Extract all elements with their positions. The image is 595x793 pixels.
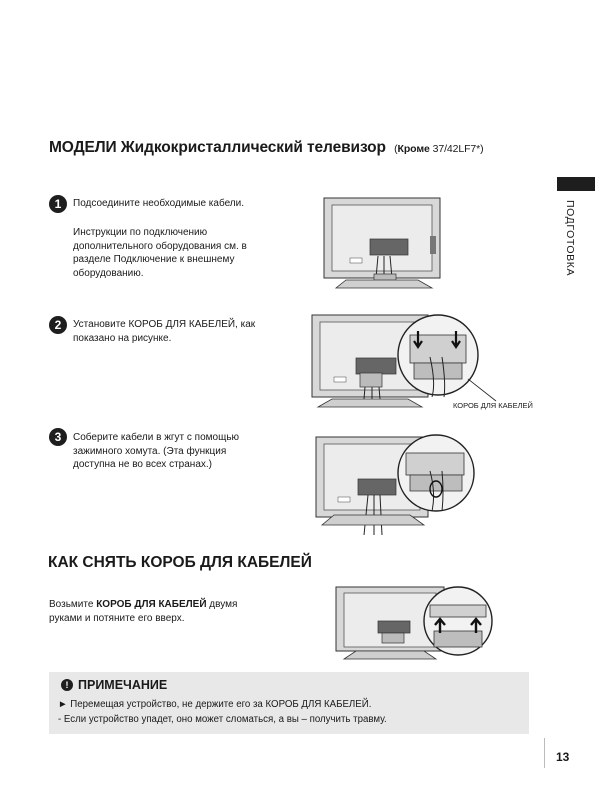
tv-back-illustration-2 <box>310 313 490 413</box>
step-3-text <box>73 431 239 472</box>
warning-icon: ! <box>61 679 73 691</box>
side-tab-label: ПОДГОТОВКА <box>564 200 576 277</box>
page-number: 13 <box>556 750 570 764</box>
step-1-extra-line: разделе Подключение к внешнему <box>73 254 235 265</box>
note-line-2: - Если устройство упадет, оно может сломаться, а вы – получить травму. <box>58 714 387 725</box>
step-1-extra-line: Инструкции по подключению <box>73 227 208 238</box>
tv-back-illustration-4 <box>334 585 494 665</box>
note-line-1: ► Перемещая устройство, не держите его за КОРОБ ДЛЯ КАБЕЛЕЙ. <box>58 699 372 710</box>
title-exception: (Кроме 37/42LF7*) <box>394 143 484 155</box>
title-main: МОДЕЛИ Жидкокристаллический телевизор <box>49 139 386 156</box>
section2-text <box>49 598 237 625</box>
step-1-line: Подсоедините необходимые кабели. <box>73 198 245 209</box>
tv-back-illustration-3 <box>314 431 484 541</box>
step-1-extra-line: оборудованию. <box>73 267 144 279</box>
section2-text-pre: Возьмите <box>49 599 97 610</box>
page-number-divider <box>544 738 545 768</box>
except-prefix: Кроме <box>397 143 430 155</box>
side-tab-bar <box>557 177 595 191</box>
step-number-1: 1 <box>49 195 67 213</box>
figure-caption: КОРОБ ДЛЯ КАБЕЛЕЙ <box>453 401 533 410</box>
note-title-text: ПРИМЕЧАНИЕ <box>78 678 168 692</box>
note-box <box>49 672 529 734</box>
step-1-text <box>73 197 244 211</box>
tv-back-illustration-1 <box>322 196 442 296</box>
step-1-extra-line: дополнительного оборудования см. в <box>73 240 247 252</box>
step-2-line: Установите КОРОБ ДЛЯ КАБЕЛЕЙ, как <box>73 319 256 330</box>
note-title <box>61 678 167 692</box>
step-number-2: 2 <box>49 316 67 334</box>
step-1-extra <box>73 226 247 280</box>
step-3-line: доступна не во всех странах.) <box>73 459 212 470</box>
section2-text-line2: руками и потяните его вверх. <box>49 612 185 624</box>
section2-text-bold: КОРОБ ДЛЯ КАБЕЛЕЙ <box>96 599 207 610</box>
step-number-3: 3 <box>49 428 67 446</box>
except-models: 37/42LF7* <box>432 143 481 155</box>
step-3-line: Соберите кабели в жгут с помощью <box>73 432 240 443</box>
step-2-line: показано на рисунке. <box>73 332 172 344</box>
page-title <box>49 139 484 157</box>
section-title-remove: КАК СНЯТЬ КОРОБ ДЛЯ КАБЕЛЕЙ <box>48 554 312 571</box>
section2-text-post: двумя <box>206 599 238 610</box>
step-2-text <box>73 318 255 345</box>
step-3-line: зажимного хомута. (Эта функция <box>73 445 227 457</box>
